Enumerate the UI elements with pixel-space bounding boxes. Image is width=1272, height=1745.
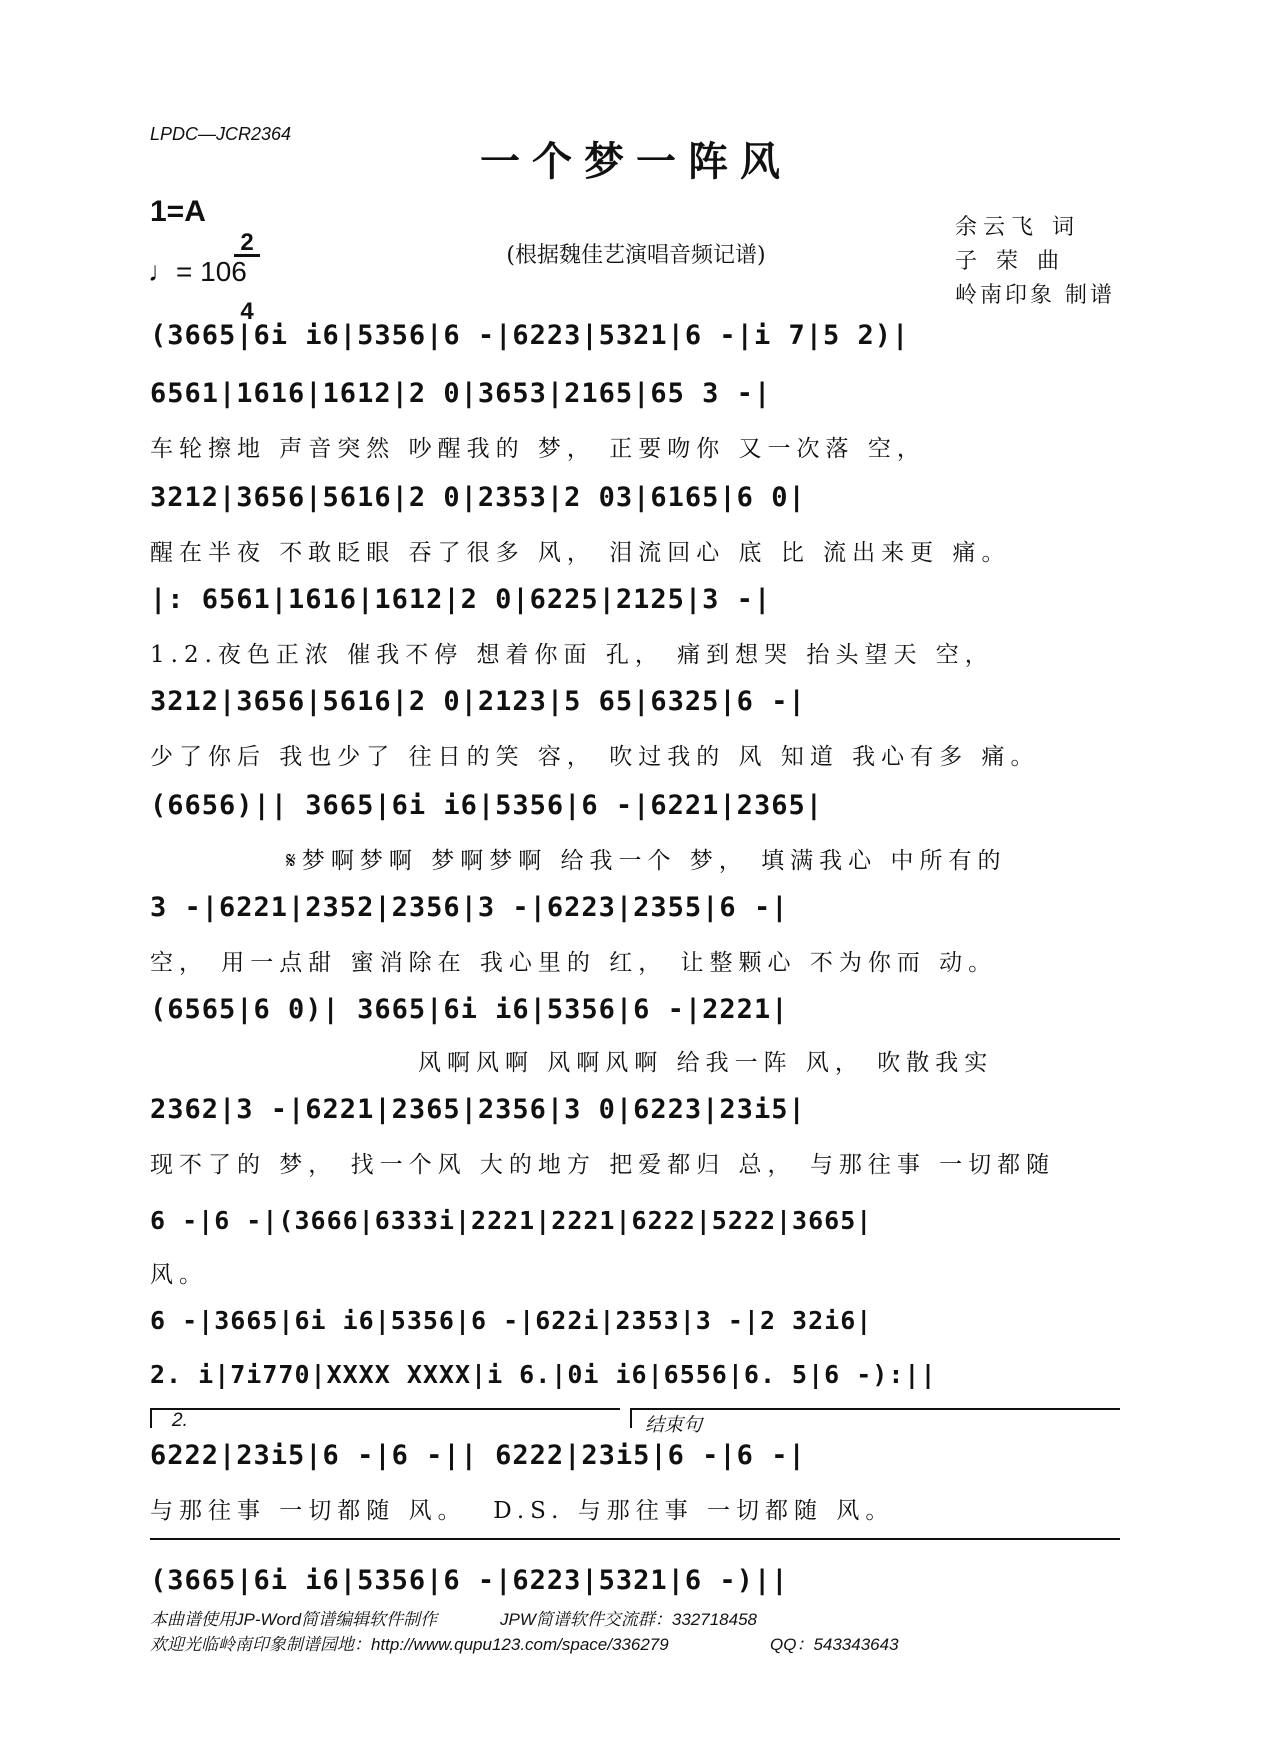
score-code: LPDC—JCR2364: [150, 124, 292, 144]
score-system-8: (6565|6 0)| 3665|6i i6|5356|6 -|2221|: [150, 994, 789, 1025]
score-system-4: |: 6561|1616|1612|2 0|6225|2125|3 -|: [150, 584, 772, 615]
footer-website: 欢迎光临岭南印象制谱园地：http://www.qupu123.com/space/336279: [150, 1635, 669, 1654]
lyrics-line-3: 醒在半夜 不敢眨眼 吞了很多 风， 泪流回心 底 比 流出来更 痛。: [150, 540, 1011, 566]
score-system-6: (6656)|| 3665|6i i6|5356|6 -|6221|2365|: [150, 790, 823, 821]
lyrics-line-6: 𝄋梦啊梦啊 梦啊梦啊 给我一个 梦， 填满我心 中所有的: [286, 848, 1007, 874]
volta-bracket-edge: [150, 1408, 152, 1428]
lyrics-line-9: 现不了的 梦， 找一个风 大的地方 把爱都归 总， 与那往事 一切都随: [150, 1152, 1056, 1178]
score-system-14: (3665|6i i6|5356|6 -|6223|5321|6 -)||: [150, 1565, 789, 1596]
time-top: 2: [234, 232, 260, 257]
lyrics-line-8: 风啊风啊 风啊风啊 给我一阵 风， 吹散我实: [418, 1050, 994, 1076]
lyrics-line-13: 与那往事 一切都随 风。 D.S. 与那往事 一切都随 风。: [150, 1498, 895, 1524]
lyrics-line-5: 少了你后 我也少了 往日的笑 容， 吹过我的 风 知道 我心有多 痛。: [150, 744, 1040, 770]
arranger-credit: 岭南印象 制谱: [955, 283, 1115, 308]
score-system-11: 6 -|3665|6i i6|5356|6 -|622i|2353|3 -|2 32i6|: [150, 1306, 873, 1335]
ending-bracket: [630, 1408, 1120, 1410]
score-system-1: (3665|6i i6|5356|6 -|6223|5321|6 -|i 7|5 2)|: [150, 320, 910, 351]
transcription-note: (根据魏佳艺演唱音频记谱): [506, 243, 766, 268]
lyrics-line-7: 空， 用一点甜 蜜消除在 我心里的 红， 让整颗心 不为你而 动。: [150, 950, 998, 976]
time-bottom: 4: [240, 298, 254, 325]
score-system-12: 2. i|7i770|XXXX XXXX|i 6.|0i i6|6556|6. 5|6 -):||: [150, 1360, 937, 1389]
ending-bracket-edge: [630, 1408, 632, 1428]
lyricist-credit: 余云飞 词: [955, 215, 1080, 240]
song-title: 一个梦一阵风: [480, 138, 792, 185]
volta-2-label: 2.: [172, 1410, 188, 1431]
lyrics-line-4: 1.2.夜色正浓 催我不停 想着你面 孔， 痛到想哭 抬头望天 空，: [150, 642, 994, 668]
score-system-2: 6561|1616|1612|2 0|3653|2165|65 3 -|: [150, 378, 772, 409]
volta-bracket: [150, 1408, 620, 1410]
score-system-9: 2362|3 -|6221|2365|2356|3 0|6223|23i5|: [150, 1094, 806, 1125]
footer-software-note: 本曲谱使用JP-Word简谱编辑软件制作: [150, 1610, 438, 1629]
lyrics-line-2: 车轮擦地 声音突然 吵醒我的 梦， 正要吻你 又一次落 空，: [150, 436, 926, 462]
tempo-marking: ♩= 106: [148, 256, 247, 287]
score-system-13: 6222|23i5|6 -|6 -|| 6222|23i5|6 -|6 -|: [150, 1440, 806, 1471]
footer-group-note: JPW简谱软件交流群：332718458: [500, 1610, 757, 1629]
coda-divider: [150, 1538, 1120, 1540]
score-system-7: 3 -|6221|2352|2356|3 -|6223|2355|6 -|: [150, 892, 789, 923]
footer-qq: QQ：543343643: [770, 1635, 899, 1654]
key-signature: 1=A: [150, 195, 206, 228]
score-system-5: 3212|3656|5616|2 0|2123|5 65|6325|6 -|: [150, 686, 806, 717]
composer-credit: 子 荣 曲: [955, 249, 1065, 274]
score-system-10: 6 -|6 -|(3666|6333i|2221|2221|6222|5222|3665|: [150, 1206, 873, 1235]
score-system-3: 3212|3656|5616|2 0|2353|2 03|6165|6 0|: [150, 482, 806, 513]
lyrics-line-10: 风。: [150, 1262, 208, 1288]
ending-label: 结束句: [645, 1415, 703, 1436]
